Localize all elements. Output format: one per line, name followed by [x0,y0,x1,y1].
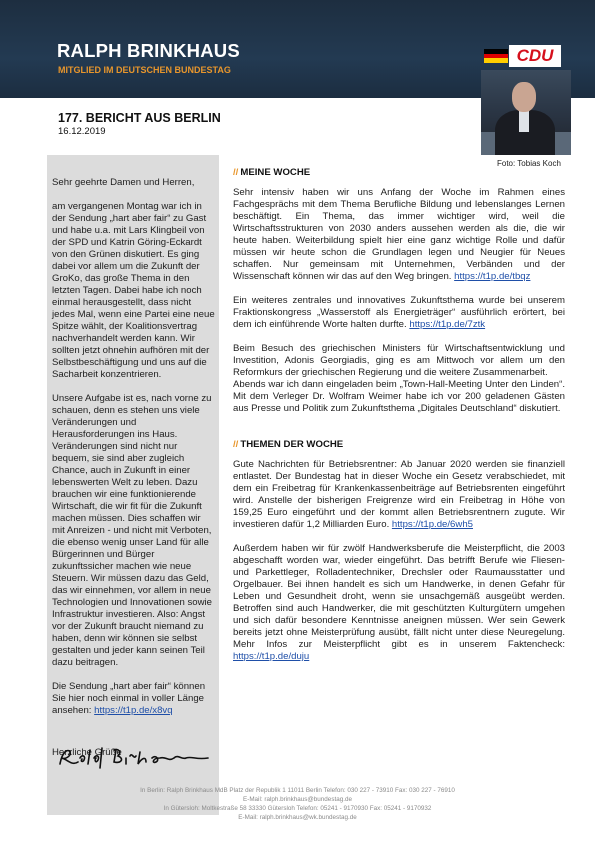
section-heading: // MEINE WOCHE [233,167,311,178]
salutation: Sehr geehrte Damen und Herren, [52,177,195,188]
article-link[interactable]: https://t1p.de/6wh5 [391,519,473,530]
greeting-letter [52,177,216,771]
german-flag-icon [484,49,508,63]
report-title: 177. BERICHT AUS BERLIN [58,111,221,125]
author-subtitle: MITGLIED IM DEUTSCHEN BUNDESTAG [58,65,231,75]
slash-marker: // [233,167,239,178]
article-paragraph: Beim Besuch des griechischen Ministers für Wirtschaftsentwicklung und Investition, Adonis Georgiadis, ging es am Mittwoch vor allem um den Reformkurs der griechischen Regierung und die weitere Zusammenarbeit. [233,343,565,378]
article-link[interactable]: https://t1p.de/tbqz [454,271,531,282]
footer-line: E-Mail: ralph.brinkhaus@wk.bundestag.de [238,814,357,821]
article-paragraph: Abends war ich dann eingeladen beim „Town-Hall-Meeting Unter den Linden“. Mit dem Verleger Dr. Wolfram Weimer habe ich vor 200 geladenen Gästen aus Presse und Politik zum Zukunftsthema „Digitales Deutschland“ diskutiert. [233,379,565,414]
footer-line: In Gütersloh: Moltkestraße 58 33330 Gütersloh Telefon: 05241 - 9170930 Fax: 05241 - 9170932 [163,805,432,812]
closing: Herzliche Grüße [52,747,122,758]
contact-footer [0,786,595,822]
article-link[interactable]: https://t1p.de/7ztk [409,319,486,330]
footer-line: In Berlin: Ralph Brinkhaus MdB Platz der Republik 1 11011 Berlin Telefon: 030 227 - 73910 Fax: 030 227 - 76910 [140,787,455,794]
article-paragraph: Sehr intensiv haben wir uns Anfang der Woche im Rahmen eines Fachgesprächs mit dem Thema Berufliche Bildung und lebenslanges Lernen beschäftigt. Ein Thema, das immer wichtiger wird, weil die Wirtschaftsstrukturen von 2030 anders aussehen werden als die, die wir heute haben. Weiterbildung spielt hier eine ganz wichtige Rolle und dafür müssen wir heute schon die Grundlagen legen und Neugier für Neues schaffen. Nur gemeinsam mit Unternehmen, Verbänden und der Wissenschaft können wir das auf den Weg bringen. https://t1p.de/tbqz [233,187,565,282]
footer-line: E-Mail: ralph.brinkhaus@bundestag.de [243,796,352,803]
letter-paragraph: Unsere Aufgabe ist es, nach vorne zu schauen, denn es stehen uns viele Veränderungen und Herausforderungen ins Haus. Veränderungen sind nicht nur bequem, sie sind aber zugleich Chance, auch in Zukunft in einer lebenswerten Welt zu leben. Dazu brauchen wir eine funktionierende Wirtschaft, die wir fit für die Zukunft machen müssen. Dies schaffen wir mit Anreizen - und nicht mit Verboten, die ebenso wenig unser Land für alle Bürgerinnen und Bürger zukunftssicher machen wie neue Steuern. Wir müssen dazu das Geld, das wir einnehmen, vor allem in neue Technologien und Innovationen sowie Infrastruktur investieren. Also: Angst vor der Zukunft braucht niemand zu haben, denn wir können sie selbst gestalten und jeder kann seinen Teil dazu beitragen. [52,393,213,668]
main-column [233,167,565,675]
report-date: 16.12.2019 [58,126,106,137]
tv-show-link[interactable]: https://t1p.de/x8vq [94,705,173,716]
article-link[interactable]: https://t1p.de/duju [233,651,310,662]
section-heading: // THEMEN DER WOCHE [233,439,344,450]
slash-marker: // [233,439,239,450]
article-paragraph: Ein weiteres zentrales und innovatives Zukunftsthema wurde bei unserem Fraktionskongress „Wasserstoff als Energieträger“ ausführlich erörtert, bei dem ich einführende Worte halten durfte. https://t1p.de/7ztk [233,295,565,330]
photo-caption: Foto: Tobias Koch [497,159,561,168]
cdu-logo: CDU [509,45,561,67]
article-paragraph: Außerdem haben wir für zwölf Handwerksberufe die Meisterpflicht, die 2003 abgeschafft worden war, wieder eingeführt. Das betrifft Berufe wie Fliesen- und Parkettleger, Rolladentechniker, Drechsler oder Raumausstatter und Orgelbauer. Bei ihnen handelt es sich um Handwerke, in denen Gefahr für Leben und Gesundheit droht, wenn sie unsachgemäß ausgeübt werden. Betroffen sind auch Handwerker, die mit geschützten Kulturgütern umgehen und sich dafür besondere Kenntnisse aneignen müssen. Wer sein Gewerk bereits jetzt ohne Meisterprüfung ausübt, fällt nicht unter diese Neuregelung. Mehr Infos zur Meisterpflicht gibt es in unserem Faktencheck: https://t1p.de/duju [233,543,565,662]
author-name: RALPH BRINKHAUS [57,40,240,61]
letter-paragraph: Die Sendung „hart aber fair“ können Sie hier noch einmal in voller Länge ansehen: https://t1p.de/x8vq [52,681,206,716]
letter-paragraph: am vergangenen Montag war ich in der Sendung „hart aber fair“ zu Gast und habe u.a. mit Lars Klingbeil von der SPD und Katrin Göring-Eckardt von den Grünen diskutiert. Es ging dabei vor allem um die Zukunft der GroKo, das große Thema in den letzten Tagen. Dabei habe ich noch einmal herausgestellt, dass nicht jedes Mal, wenn eine Partei eine neue Spitze wählt, der Koalitionsvertrag nachverhandelt werden kann. Wir sollten jetzt ohnehin aufhören mit der Selbstbeschäftigung und uns auf die Sacharbeit konzentrieren. [52,201,215,380]
signature [56,744,221,770]
article-paragraph: Gute Nachrichten für Betriebsrentner: Ab Januar 2020 werden sie finanziell entlastet. Der Bundestag hat in dieser Woche ein Gesetz verabschiedet, mit dem ein Freibetrag für Krankenkassenbeiträge auf Betriebsrenten eingeführt wird. Anstelle der bisherigen Freigrenze wird ein Freibetrag in Höhe von 159,25 Euro eingeführt und der kommt allen Betriebsrentnern zugute. Wir investieren dafür 1,2 Milliarden Euro. https://t1p.de/6wh5 [233,459,565,530]
portrait-photo [481,70,571,155]
